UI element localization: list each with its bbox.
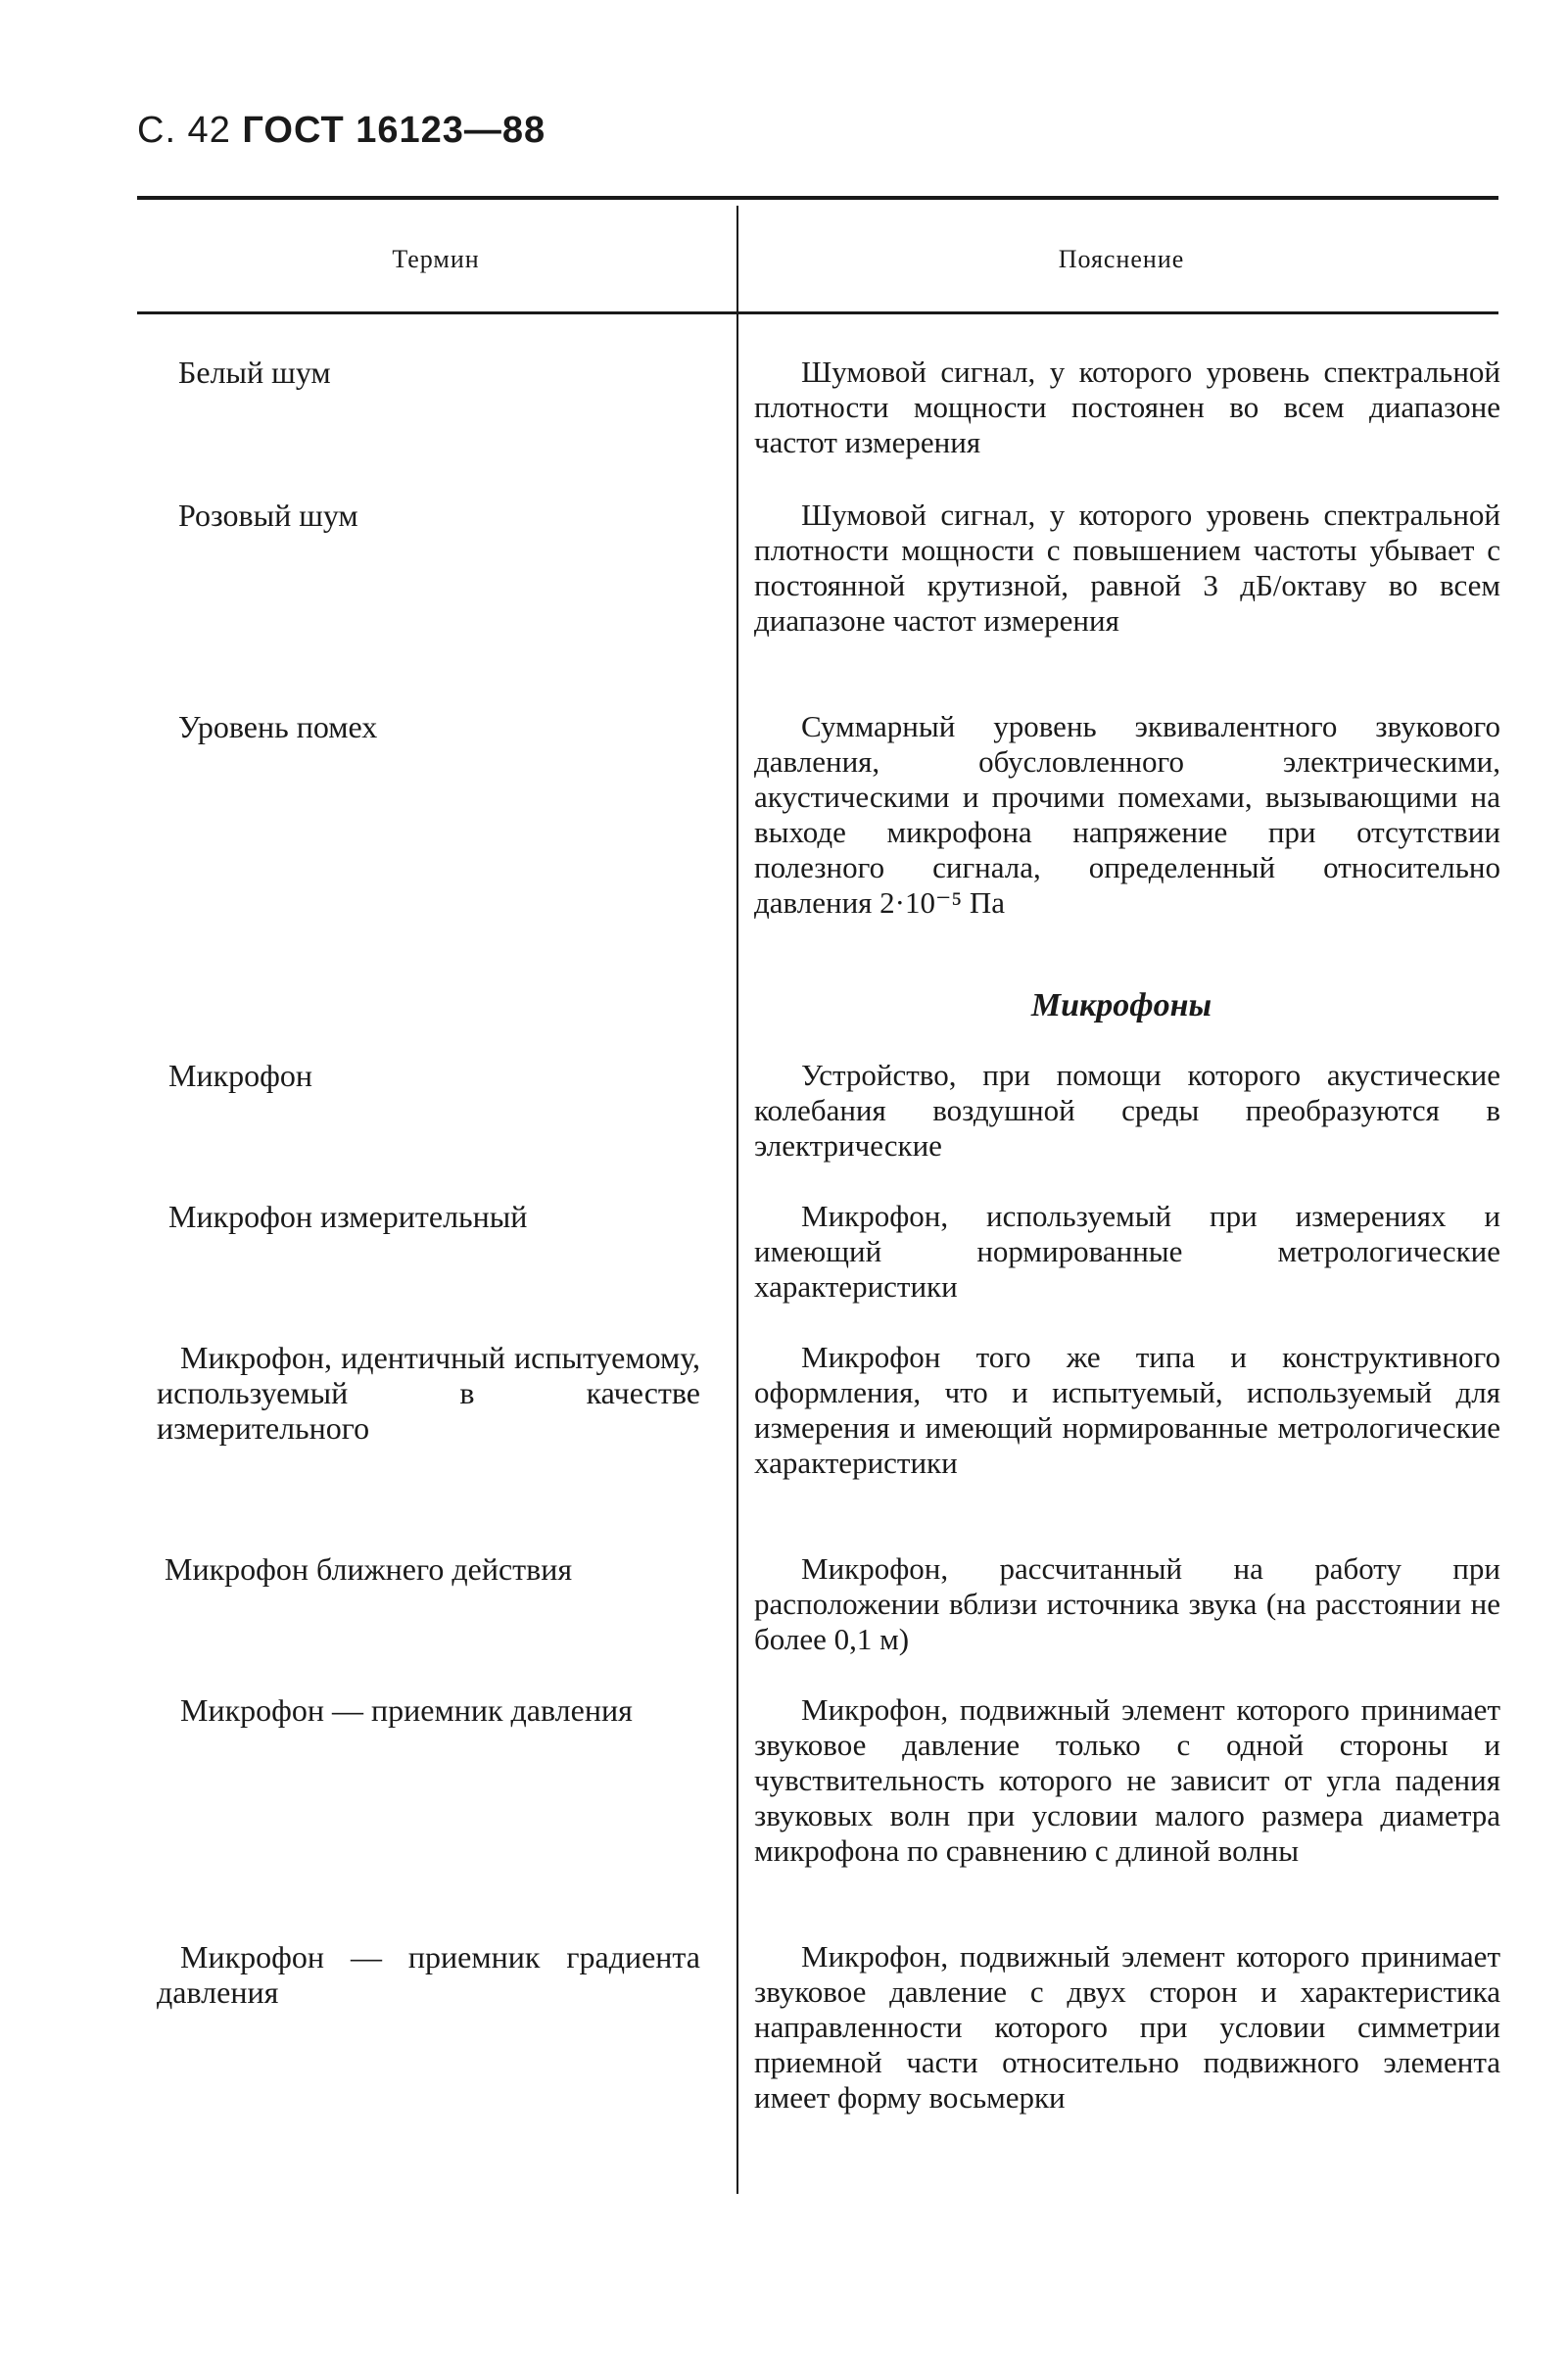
table-top-rule	[137, 196, 1498, 200]
term-pink-noise: Розовый шум	[178, 498, 358, 533]
term-pressure-microphone: Микрофон — приемник давления	[180, 1692, 633, 1728]
term-close-talking-microphone: Микрофон ближнего действия	[165, 1551, 573, 1587]
column-header-explanation: Пояснение	[1058, 245, 1185, 273]
term-pressure-gradient-microphone: Микрофон — приемник градиента давления	[157, 1939, 700, 2010]
column-divider	[736, 206, 738, 2194]
term-noise-level: Уровень помех	[178, 709, 378, 744]
explanation-pressure-microphone: Микрофон, подвижный элемент которого принимает звуковое давление только с одной стороны и чувствительность которого не зависит от угла падения звуковых волн при условии малого размера диаметра микрофона по сравнению с длиной волны	[754, 1692, 1500, 1868]
column-header-term: Термин	[392, 245, 480, 273]
section-heading-microphones: Микрофоны	[1030, 987, 1212, 1023]
term-measuring-microphone: Микрофон измерительный	[168, 1199, 528, 1234]
standard-code: ГОСТ 16123—88	[242, 110, 546, 151]
page-header	[137, 110, 546, 152]
explanation-pressure-gradient-microphone: Микрофон, подвижный элемент которого принимает звуковое давление с двух сторон и характеристика направленности которого при условии симметрии приемной части относительно подвижного элемента имеет форму восьмерки	[754, 1939, 1500, 2115]
explanation-microphone: Устройство, при помощи которого акустические колебания воздушной среды преобразуются в электрические	[754, 1058, 1500, 1163]
term-white-noise: Белый шум	[178, 355, 331, 390]
term-identical-microphone: Микрофон, идентичный испытуемому, используемый в качестве измерительного	[157, 1340, 700, 1446]
explanation-white-noise: Шумовой сигнал, у которого уровень спектральной плотности мощности постоянен во всем диапазоне частот измерения	[754, 355, 1500, 459]
table-header-rule	[137, 311, 1498, 314]
explanation-noise-level: Суммарный уровень эквивалентного звукового давления, обусловленного электрическими, акустическими и прочими помехами, вызывающими на выходе микрофона напряжение при отсутствии полезного сигнала, определенный относительно давления 2·10⁻⁵ Па	[754, 709, 1500, 920]
explanation-measuring-microphone: Микрофон, используемый при измерениях и имеющий нормированные метрологические характеристики	[754, 1199, 1500, 1304]
term-microphone: Микрофон	[168, 1058, 312, 1093]
explanation-pink-noise: Шумовой сигнал, у которого уровень спектральной плотности мощности с повышением частоты убывает с постоянной крутизной, равной 3 дБ/октаву во всем диапазоне частот измерения	[754, 498, 1500, 638]
explanation-identical-microphone: Микрофон того же типа и конструктивного оформления, что и испытуемый, используемый для измерения и имеющий нормированные метрологические характеристики	[754, 1340, 1500, 1480]
explanation-close-talking-microphone: Микрофон, рассчитанный на работу при расположении вблизи источника звука (на расстоянии не более 0,1 м)	[754, 1551, 1500, 1656]
page-number: С. 42	[137, 110, 231, 151]
